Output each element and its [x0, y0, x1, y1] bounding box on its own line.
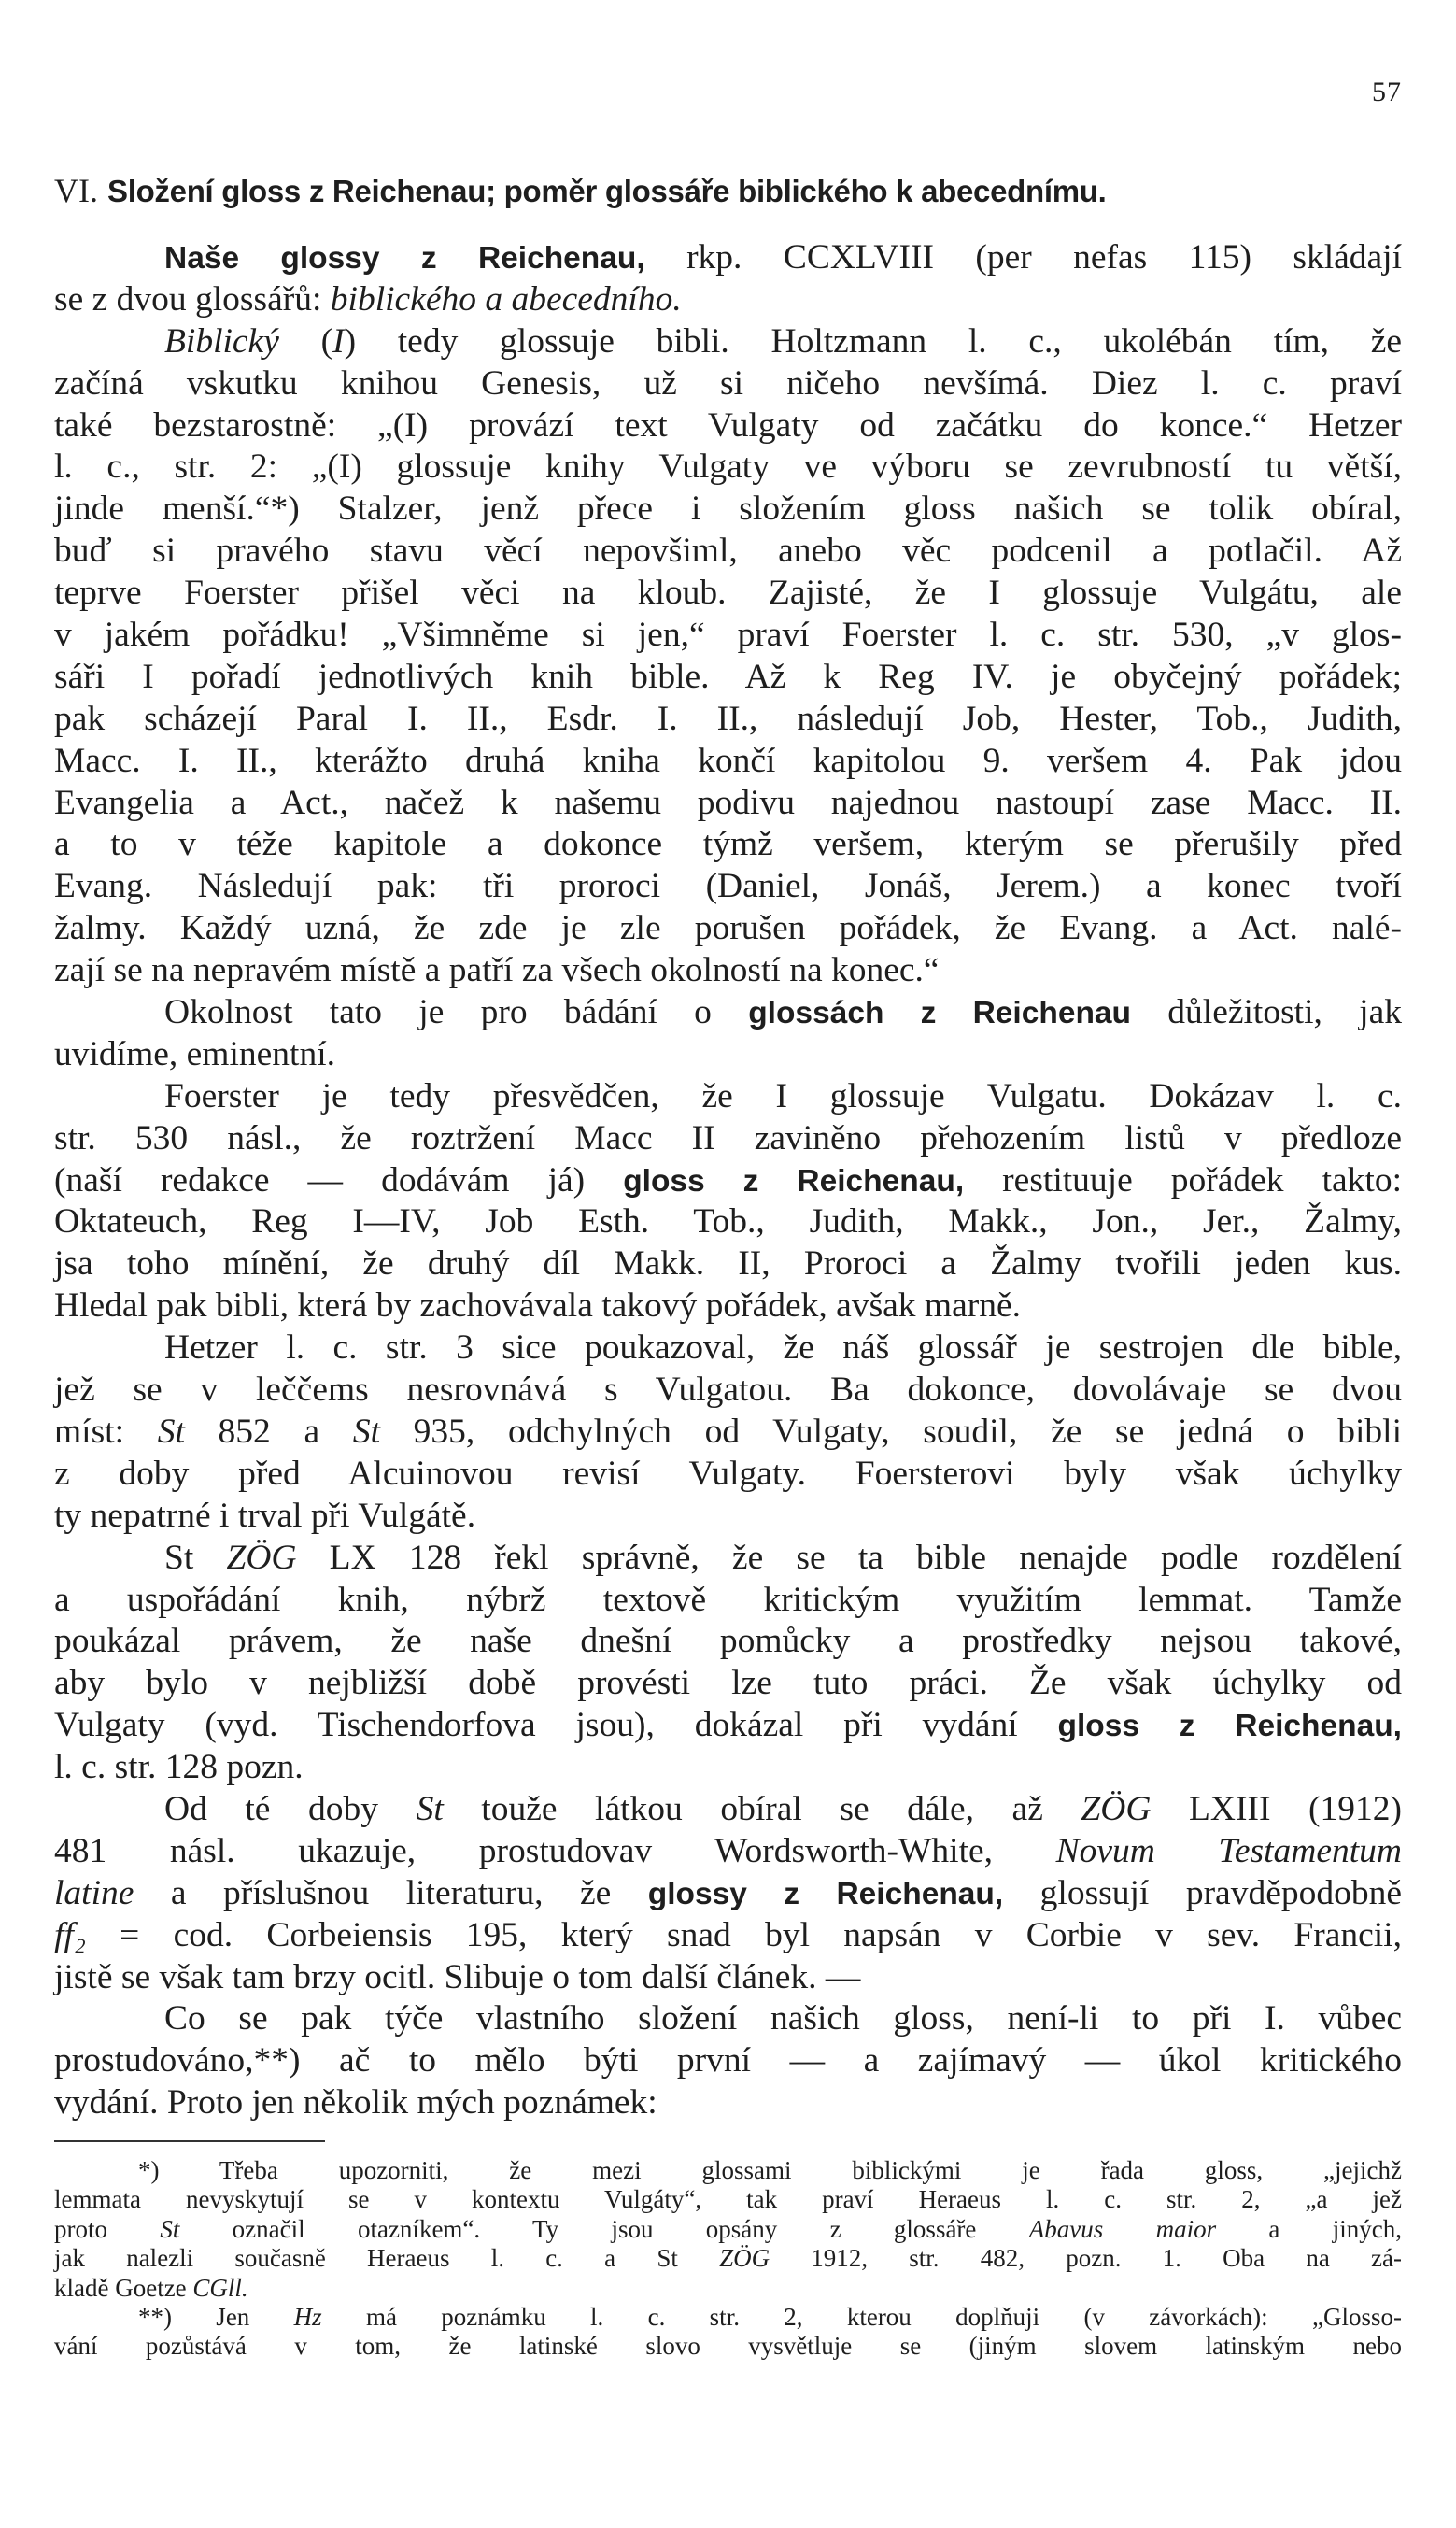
- text-run: 1912, str. 482, pozn. 1. Oba na zá-: [770, 2244, 1402, 2273]
- text-run: vání pozůstává v tom, že latinské slovo vysvětluje se (jiným slovem latinským nebo: [54, 2332, 1402, 2361]
- text-run: **) Jen: [138, 2302, 294, 2331]
- bold-term: gloss z Reichenau,: [623, 1163, 965, 1199]
- text-line: [54, 531, 1402, 573]
- text-line: [54, 1496, 1402, 1538]
- text-run: uvidíme, eminentní.: [54, 1034, 335, 1073]
- text-line: [54, 1789, 1402, 1831]
- footnote-line: [54, 2185, 1402, 2214]
- text-run: jinde menší.“*) Stalzer, jenž přece i složením gloss našich se tolik obíral,: [54, 490, 1402, 529]
- text-line: [54, 1663, 1402, 1705]
- text-line: [54, 279, 1402, 321]
- text-line: [54, 237, 1402, 279]
- text-line: [54, 447, 1402, 489]
- footnote-line: [54, 2244, 1402, 2273]
- bold-term: glossách z Reichenau: [748, 996, 1132, 1031]
- text-line: [54, 1998, 1402, 2040]
- text-run: Okolnost tato je pro bádání o: [164, 993, 749, 1032]
- italic-term: Novum Testamentum: [1055, 1831, 1402, 1870]
- italic-term: St: [157, 1412, 185, 1451]
- text-run: ) tedy glossuje bibli. Holtzmann l. c., ukolébán tím, že: [344, 321, 1402, 361]
- text-line: [54, 1831, 1402, 1873]
- text-line: [54, 950, 1402, 992]
- text-line: [54, 1370, 1402, 1412]
- text-line: [54, 363, 1402, 405]
- text-run: žalmy. Každý uzná, že zde je zle porušen pořádek, že Evang. a Act. nalé-: [54, 909, 1402, 948]
- text-run: Foerster je tedy přesvědčen, že I glossuje Vulgatu. Dokázav l. c.: [164, 1076, 1402, 1115]
- text-line: [54, 657, 1402, 699]
- text-run: (: [278, 321, 333, 361]
- text-run: a to v téže kapitole a dokonce týmž veršem, kterým se přerušily před: [54, 825, 1402, 864]
- text-run: Hetzer l. c. str. 3 sice poukazoval, že náš glossář je sestrojen dle bible,: [164, 1328, 1402, 1368]
- text-run: důležitosti, jak: [1131, 993, 1402, 1032]
- text-line: [54, 866, 1402, 908]
- text-run: rkp. CCXLVIII (per nefas 115) skládají: [644, 238, 1402, 277]
- footnote-line: [54, 2156, 1402, 2185]
- text-line: [54, 824, 1402, 866]
- italic-term: CGll.: [192, 2273, 248, 2302]
- text-run: (naší redakce — dodávám já): [54, 1160, 624, 1200]
- text-line: [54, 1873, 1402, 1915]
- footnote-line: [54, 2303, 1402, 2332]
- text-line: [54, 1412, 1402, 1454]
- text-run: jak nalezli současně Heraeus l. c. a St: [54, 2244, 720, 2273]
- text-run: proto: [54, 2214, 161, 2243]
- text-run: *) Třeba upozorniti, že mezi glossami biblickými je řada gloss, „jejichž: [138, 2156, 1402, 2184]
- text-run: 481 násl. ukazuje, prostudovav Wordsworth-White,: [54, 1831, 1056, 1870]
- text-run: ty nepatrné i trval při Vulgátě.: [54, 1496, 476, 1535]
- text-run: 852 a: [184, 1412, 353, 1451]
- text-run: lemmata nevyskytují se v kontextu Vulgáty“, tak praví Heraeus l. c. str. 2, „a jež: [54, 2185, 1402, 2214]
- text-run: zají se na nepravém místě a patří za všech okolností na konec.“: [54, 951, 940, 990]
- text-run: z doby před Alcuinovou revisí Vulgaty. Foersterovi byly však úchylky: [54, 1454, 1402, 1493]
- text-line: [54, 573, 1402, 615]
- italic-term: St: [160, 2214, 180, 2243]
- footnote-rule: [54, 2140, 325, 2142]
- text-run: Macc. I. II., kterážto druhá kniha končí kapitolou 9. veršem 4. Pak jdou: [54, 741, 1402, 780]
- text-run: a jiných,: [1216, 2214, 1402, 2243]
- text-line: [54, 1621, 1402, 1663]
- text-run: a uspořádání knih, nýbrž textově kritickým využitím lemmat. Tamže: [54, 1580, 1402, 1619]
- text-run: a příslušnou literaturu, že: [134, 1873, 648, 1912]
- text-line: [54, 783, 1402, 825]
- text-line: [54, 1454, 1402, 1496]
- text-run: sáři I pořadí jednotlivých knih bible. Až k Reg IV. je obyčejný pořádek;: [54, 657, 1402, 696]
- chapter-numeral: VI.: [54, 172, 98, 209]
- text-line: [54, 1957, 1402, 1999]
- text-run: Hledal pak bibli, která by zachovávala takový pořádek, avšak marně.: [54, 1286, 1022, 1326]
- text-run: jistě se však tam brzy ocitl. Slibuje o tom další článek. —: [54, 1957, 861, 1996]
- text-run: označil otazníkem“. Ty jsou opsány z glossáře: [179, 2214, 1029, 2243]
- text-run: má poznámku l. c. str. 2, kterou doplňuji (v závorkách): „Glosso-: [321, 2302, 1402, 2331]
- chapter-title: Složení gloss z Reichenau; poměr glossáře biblického k abecednímu.: [107, 174, 1107, 208]
- text-run: poukázal právem, že naše dnešní pomůcky a prostředky nejsou takové,: [54, 1622, 1402, 1661]
- body-text: [54, 237, 1402, 2124]
- text-run: Vulgaty (vyd. Tischendorfova jsou), dokázal při vydání: [54, 1706, 1058, 1745]
- text-run: kladě Goetze: [54, 2273, 193, 2302]
- bold-term: glossy z Reichenau,: [647, 1876, 1004, 1911]
- text-line: [54, 1328, 1402, 1370]
- text-line: [54, 1118, 1402, 1160]
- text-run: buď si pravého stavu věcí nepovšiml, anebo věc podcenil a potlačil. Až: [54, 532, 1402, 571]
- text-line: [54, 489, 1402, 531]
- italic-term: Hz: [293, 2302, 322, 2331]
- footnotes: [54, 2156, 1402, 2362]
- text-line: [54, 908, 1402, 950]
- bold-term: Naše glossy z Reichenau,: [164, 241, 645, 276]
- text-line: [54, 1034, 1402, 1076]
- footnote-line: [54, 2274, 1402, 2303]
- text-run: vydání. Proto jen několik mých poznámek:: [54, 2083, 657, 2123]
- text-line: [54, 1160, 1402, 1202]
- text-run: se z dvou glossářů:: [54, 279, 331, 319]
- text-run: aby bylo v nejbližší době provésti lze tuto práci. Že však úchylky od: [54, 1664, 1402, 1703]
- text-run: str. 530 násl., že roztržení Macc II zaviněno přehozením listů v předloze: [54, 1118, 1402, 1157]
- bold-term: gloss z Reichenau,: [1057, 1709, 1402, 1744]
- text-line: [54, 699, 1402, 741]
- text-line: [54, 615, 1402, 657]
- text-line: [54, 1538, 1402, 1580]
- italic-term: Abavus maior: [1028, 2214, 1217, 2243]
- italic-term: I: [332, 321, 345, 361]
- text-run: LXIII (1912): [1151, 1789, 1402, 1828]
- text-run: St: [164, 1538, 227, 1577]
- text-run: Evang. Následují pak: tři proroci (Daniel, Jonáš, Jerem.) a konec tvoří: [54, 867, 1402, 906]
- chapter-heading: [54, 172, 1402, 210]
- text-run: = cod. Corbeiensis 195, který snad byl napsán v Corbie v sev. Francii,: [85, 1915, 1402, 1954]
- text-line: [54, 992, 1402, 1034]
- page-number: 57: [1372, 77, 1402, 107]
- italic-term: ZÖG: [719, 2244, 770, 2273]
- text-line: [54, 405, 1402, 447]
- text-run: Oktateuch, Reg I—IV, Job Esth. Tob., Judith, Makk., Jon., Jer., Žalmy,: [54, 1202, 1402, 1242]
- text-run: l. c. str. 128 pozn.: [54, 1748, 304, 1787]
- text-run: také bezstarostně: „(I) provází text Vulgaty od začátku do konce.“ Hetzer: [54, 405, 1402, 445]
- text-run: prostudováno,**) ač to mělo býti první — a zajímavý — úkol kritického: [54, 2041, 1402, 2081]
- italic-term: ZÖG: [226, 1538, 297, 1577]
- text-line: [54, 1201, 1402, 1243]
- italic-term: St: [352, 1412, 380, 1451]
- text-line: [54, 321, 1402, 363]
- text-line: [54, 1705, 1402, 1747]
- text-line: [54, 1076, 1402, 1118]
- text-run: teprve Foerster přišel věci na kloub. Zajisté, že I glossuje Vulgátu, ale: [54, 574, 1402, 613]
- text-run: začíná vskutku knihou Genesis, už si ničeho nevšímá. Diez l. c. praví: [54, 363, 1402, 403]
- text-run: 935, odchylných od Vulgaty, soudil, že se jedná o bibli: [379, 1412, 1402, 1451]
- text-line: [54, 1243, 1402, 1285]
- italic-term: St: [416, 1789, 444, 1828]
- text-line: [54, 1580, 1402, 1622]
- text-run: glossují pravděpodobně: [1003, 1873, 1402, 1912]
- text-run: v jakém pořádku! „Všimněme si jen,“ praví Foerster l. c. str. 530, „v glos-: [54, 616, 1402, 655]
- text-line: [54, 2040, 1402, 2082]
- text-run: jsa toho mínění, že druhý díl Makk. II, Proroci a Žalmy tvořili jeden kus.: [54, 1244, 1402, 1284]
- italic-term: biblického a abecedního.: [330, 279, 682, 319]
- text-run: restituuje pořádek takto:: [964, 1160, 1402, 1200]
- footnote-line: [54, 2332, 1402, 2361]
- text-run: Co se pak týče vlastního složení našich gloss, není-li to při I. vůbec: [164, 1999, 1402, 2038]
- text-line: [54, 1747, 1402, 1789]
- text-run: Evangelia a Act., načež k našemu podivu najednou nastoupí zase Macc. II.: [54, 783, 1402, 822]
- text-line: [54, 741, 1402, 783]
- text-run: l. c., str. 2: „(I) glossuje knihy Vulgaty ve výboru se zevrubností tu větší,: [54, 447, 1402, 487]
- footnote-line: [54, 2215, 1402, 2244]
- text-run: LX 128 řekl správně, že se ta bible nenajde podle rozdělení: [296, 1538, 1403, 1577]
- text-run: míst:: [54, 1412, 158, 1451]
- italic-term: Biblický: [164, 321, 279, 361]
- italic-term: ZÖG: [1081, 1789, 1152, 1828]
- italic-term: latine: [54, 1873, 134, 1912]
- text-run: Od té doby: [164, 1789, 417, 1828]
- text-run: jež se v leččems nesrovnává s Vulgatou. Ba dokonce, dovolávaje se dvou: [54, 1371, 1402, 1410]
- text-run: pak scházejí Paral I. II., Esdr. I. II., následují Job, Hester, Tob., Judith,: [54, 699, 1402, 738]
- text-line: [54, 1285, 1402, 1328]
- text-line: [54, 1915, 1402, 1957]
- text-run: touže látkou obíral se dále, až: [443, 1789, 1081, 1828]
- italic-term: ff₂: [54, 1915, 86, 1954]
- text-line: [54, 2082, 1402, 2124]
